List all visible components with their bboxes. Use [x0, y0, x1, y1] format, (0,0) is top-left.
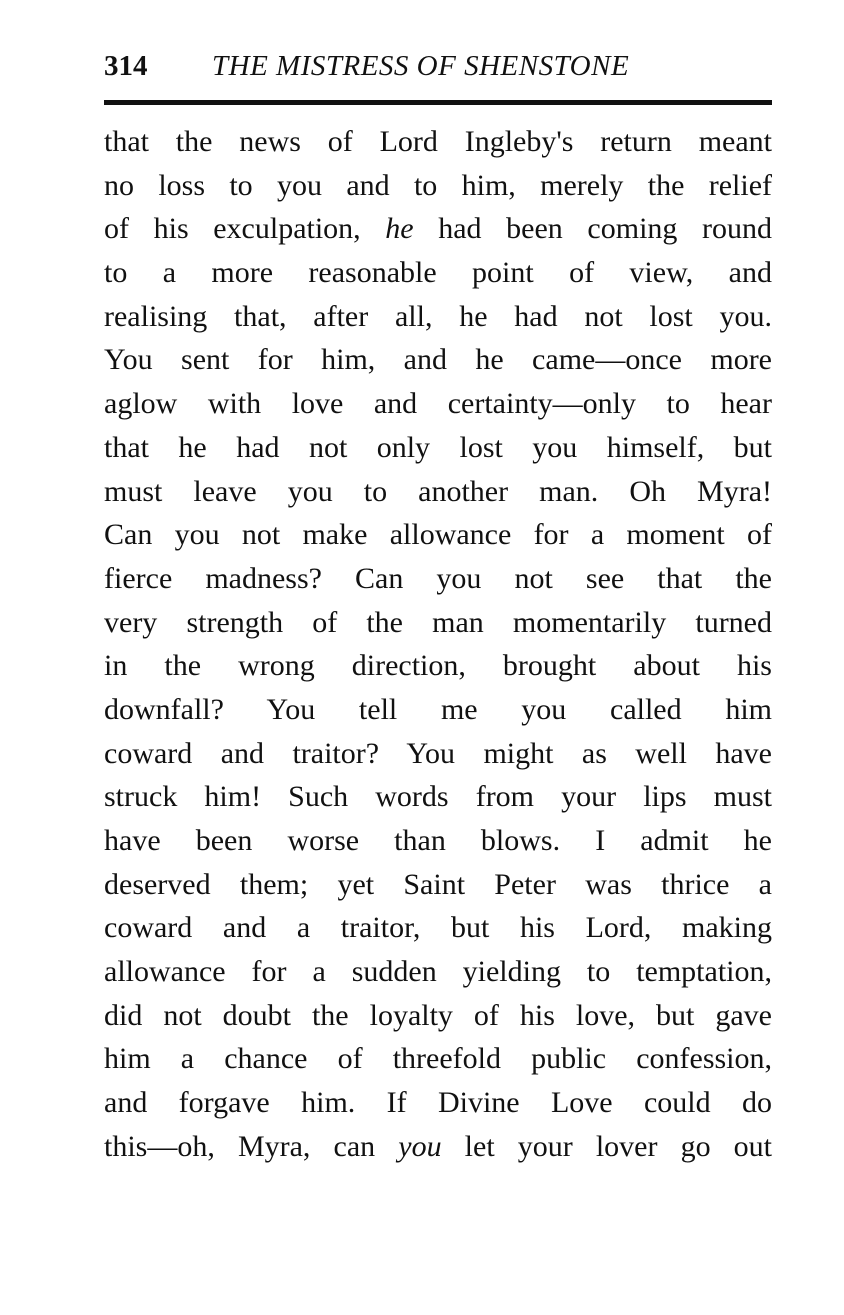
- text-segment: to a more reasonable point of view, and: [104, 256, 772, 290]
- text-line: [104, 994, 772, 1038]
- text-line: [104, 426, 772, 470]
- text-segment: allowance for a sudden yielding to temptation,: [104, 955, 772, 989]
- text-line: [104, 1037, 772, 1081]
- text-segment: have been worse than blows. I admit he: [104, 824, 772, 857]
- text-line: [104, 120, 772, 164]
- text-segment: Can you not make allowance for a moment of: [104, 518, 772, 552]
- page-number: 314: [104, 50, 148, 82]
- text-line: [104, 164, 772, 208]
- text-line: [104, 775, 772, 819]
- text-line: [104, 513, 772, 557]
- text-segment: You sent for him, and he came—once more: [104, 343, 772, 377]
- text-line: [104, 732, 772, 776]
- text-line: [104, 251, 772, 295]
- header-rule: [104, 100, 772, 105]
- text-line: [104, 1125, 772, 1169]
- text-line: [104, 470, 772, 514]
- text-segment: in the wrong direction, brought about his: [104, 649, 772, 683]
- body-text: [104, 120, 772, 1169]
- text-segment: must leave you to another man. Oh Myra!: [104, 474, 772, 508]
- text-line: [104, 338, 772, 382]
- text-segment: this—oh, Myra, can: [104, 1129, 399, 1163]
- text-segment: him a chance of threefold public confession,: [104, 1042, 772, 1076]
- emphasis-text: you: [398, 1129, 442, 1163]
- text-line: [104, 207, 772, 251]
- text-segment: coward and a traitor, but his Lord, making: [104, 911, 772, 945]
- text-line: [104, 906, 772, 950]
- text-segment: of his exculpation,: [104, 212, 386, 246]
- text-segment: did not doubt the loyalty of his love, but gave: [104, 998, 772, 1032]
- text-line: [104, 382, 772, 426]
- text-segment: had been coming round: [413, 212, 772, 246]
- text-segment: struck him! Such words from your lips must: [104, 780, 772, 814]
- text-segment: let your lover go out: [441, 1129, 772, 1163]
- text-segment: and forgave him. If Divine Love could do: [104, 1086, 772, 1120]
- text-segment: downfall? You tell me you called him: [104, 692, 772, 726]
- running-head: [104, 50, 772, 90]
- text-segment: coward and traitor? You might as well have: [104, 736, 772, 770]
- text-line: [104, 557, 772, 601]
- text-segment: aglow with love and certainty—only to hear: [104, 387, 772, 421]
- text-line: [104, 688, 772, 732]
- text-segment: very strength of the man momentarily turned: [104, 605, 772, 639]
- text-segment: deserved them; yet Saint Peter was thrice a: [104, 867, 772, 901]
- text-line: [104, 1081, 772, 1125]
- emphasis-text: he: [385, 212, 414, 246]
- text-line: [104, 644, 772, 688]
- text-segment: fierce madness? Can you not see that the: [104, 561, 772, 595]
- text-line: [104, 863, 772, 907]
- text-line: [104, 950, 772, 994]
- text-segment: that he had not only lost you himself, but: [104, 430, 772, 464]
- text-segment: realising that, after all, he had not lost you.: [104, 299, 772, 333]
- text-line: [104, 295, 772, 339]
- text-segment: that the news of Lord Ingleby's return meant: [104, 125, 772, 158]
- text-line: [104, 819, 772, 863]
- text-segment: no loss to you and to him, merely the relief: [104, 168, 772, 202]
- text-line: [104, 601, 772, 645]
- running-title: THE MISTRESS OF SHENSTONE: [212, 50, 630, 82]
